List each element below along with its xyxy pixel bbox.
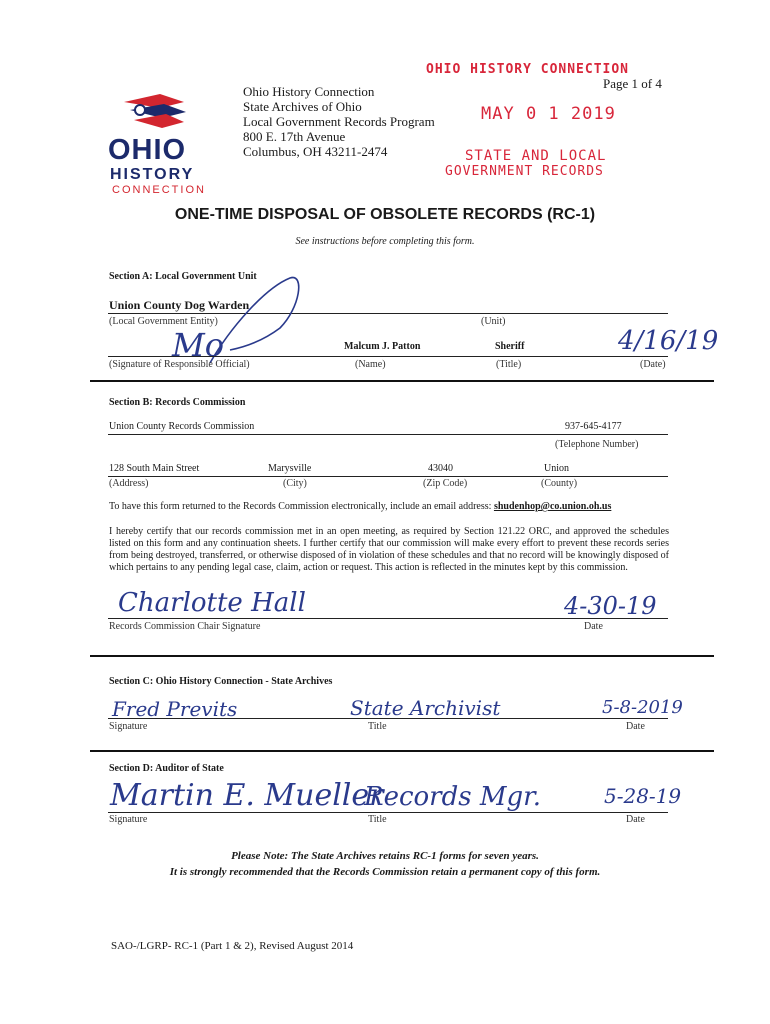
stamp-dept-2: GOVERNMENT RECORDS xyxy=(445,164,604,179)
date-c: 5-8-2019 xyxy=(602,697,683,718)
form-title: ONE-TIME DISPOSAL OF OBSOLETE RECORDS (RC-1) xyxy=(174,206,596,223)
county-value: Union xyxy=(544,463,569,474)
chair-date: 4-30-19 xyxy=(564,592,657,620)
unit-label: (Unit) xyxy=(481,316,506,327)
stamp-org: OHIO HISTORY CONNECTION xyxy=(426,62,630,77)
entity-value: Union County Dog Warden xyxy=(109,298,250,312)
section-d-line xyxy=(108,812,668,813)
email-instruction xyxy=(109,501,679,512)
city-label: (City) xyxy=(283,478,307,489)
address-line-rule xyxy=(108,476,668,477)
title-d: Records Mgr. xyxy=(364,782,541,812)
title-c-label: Title xyxy=(368,721,387,732)
signature-a-line xyxy=(108,356,668,357)
commission-value: Union County Records Commission xyxy=(109,421,255,432)
address-line: Ohio History Connection xyxy=(243,84,375,99)
chair-line xyxy=(108,618,668,619)
address-line: State Archives of Ohio xyxy=(243,99,362,114)
ohio-flag-icon xyxy=(120,88,190,140)
date-d-label: Date xyxy=(626,814,645,825)
county-label: (County) xyxy=(541,478,578,489)
date-d: 5-28-19 xyxy=(604,784,682,808)
commission-line xyxy=(108,434,668,435)
divider xyxy=(90,750,714,752)
ohio-history-logo xyxy=(108,88,208,198)
section-d-heading: Section D: Auditor of State xyxy=(109,763,224,774)
city-value: Marysville xyxy=(268,463,312,474)
address-label: (Address) xyxy=(109,478,149,489)
name-value: Malcum J. Patton xyxy=(344,341,421,352)
entity-label: (Local Government Entity) xyxy=(109,316,218,327)
chair-sig-label: Records Commission Chair Signature xyxy=(109,621,261,632)
phone-value: 937-645-4177 xyxy=(565,421,622,432)
logo-line-2: HISTORY xyxy=(110,166,195,183)
signature-d: Martin E. Mueller xyxy=(110,778,384,813)
date-a: 4/16/19 xyxy=(618,326,719,356)
name-label: (Name) xyxy=(355,359,386,370)
chair-signature: Charlotte Hall xyxy=(118,588,306,618)
signature-a-label: (Signature of Responsible Official) xyxy=(109,359,250,370)
section-a-heading: Section A: Local Government Unit xyxy=(109,271,257,282)
stamp-date: MAY 0 1 2019 xyxy=(481,104,616,124)
phone-label: (Telephone Number) xyxy=(555,439,639,450)
form-footer: SAO-/LGRP- RC-1 (Part 1 & 2), Revised August 2014 xyxy=(111,940,354,952)
signature-c: Fred Previts xyxy=(112,697,238,721)
address-block xyxy=(243,84,435,159)
logo-line-1: OHIO xyxy=(108,134,187,166)
chair-date-label: Date xyxy=(584,621,603,632)
section-b-heading: Section B: Records Commission xyxy=(109,397,246,408)
signature-d-label: Signature xyxy=(109,814,148,825)
email-text: To have this form returned to the Records Commission electronically, include an email address: xyxy=(109,501,492,512)
title-label: (Title) xyxy=(496,359,522,370)
logo-line-3: CONNECTION xyxy=(112,184,206,196)
title-value: Sheriff xyxy=(495,341,525,352)
title-d-label: Title xyxy=(368,814,387,825)
address-line: 800 E. 17th Avenue xyxy=(243,129,346,144)
title-c: State Archivist xyxy=(350,696,501,720)
address-line: Columbus, OH 43211-2474 xyxy=(243,144,388,159)
address-value: 128 South Main Street xyxy=(109,463,200,474)
stamp-dept-1: STATE AND LOCAL xyxy=(465,148,607,164)
certify-text: I hereby certify that our records commission met in an open meeting, as required by Section 121.22 ORC, and approved the schedules listed on this form and any continuation sheets. I further certify that our commission will make every effort to prevent these records series from being destroyed, transferred, or otherwise disposed of in violation of these schedules and that no record will be knowingly disposed of which pertains to any pending legal case, claim, action or request. This action is reflected in the minutes kept by this commission. xyxy=(109,526,669,573)
address-line: Local Government Records Program xyxy=(243,114,435,129)
signature-c-label: Signature xyxy=(109,721,148,732)
divider xyxy=(90,380,714,382)
signature-a: Mo xyxy=(172,326,225,364)
email-value: shudenhop@co.union.oh.us xyxy=(493,501,612,512)
zip-value: 43040 xyxy=(428,463,453,474)
note-line-2: It is strongly recommended that the Records Commission retain a permanent copy of this form. xyxy=(169,866,601,878)
divider xyxy=(90,655,714,657)
zip-label: (Zip Code) xyxy=(423,478,468,489)
form-subtitle: See instructions before completing this form. xyxy=(295,236,475,247)
page-number: Page 1 of 4 xyxy=(603,76,662,91)
section-c-line xyxy=(108,718,668,719)
note-line-1: Please Note: The State Archives retains RC-1 forms for seven years. xyxy=(231,850,539,862)
date-c-label: Date xyxy=(626,721,645,732)
section-c-heading: Section C: Ohio History Connection - State Archives xyxy=(109,676,333,687)
date-a-label: (Date) xyxy=(640,359,666,370)
